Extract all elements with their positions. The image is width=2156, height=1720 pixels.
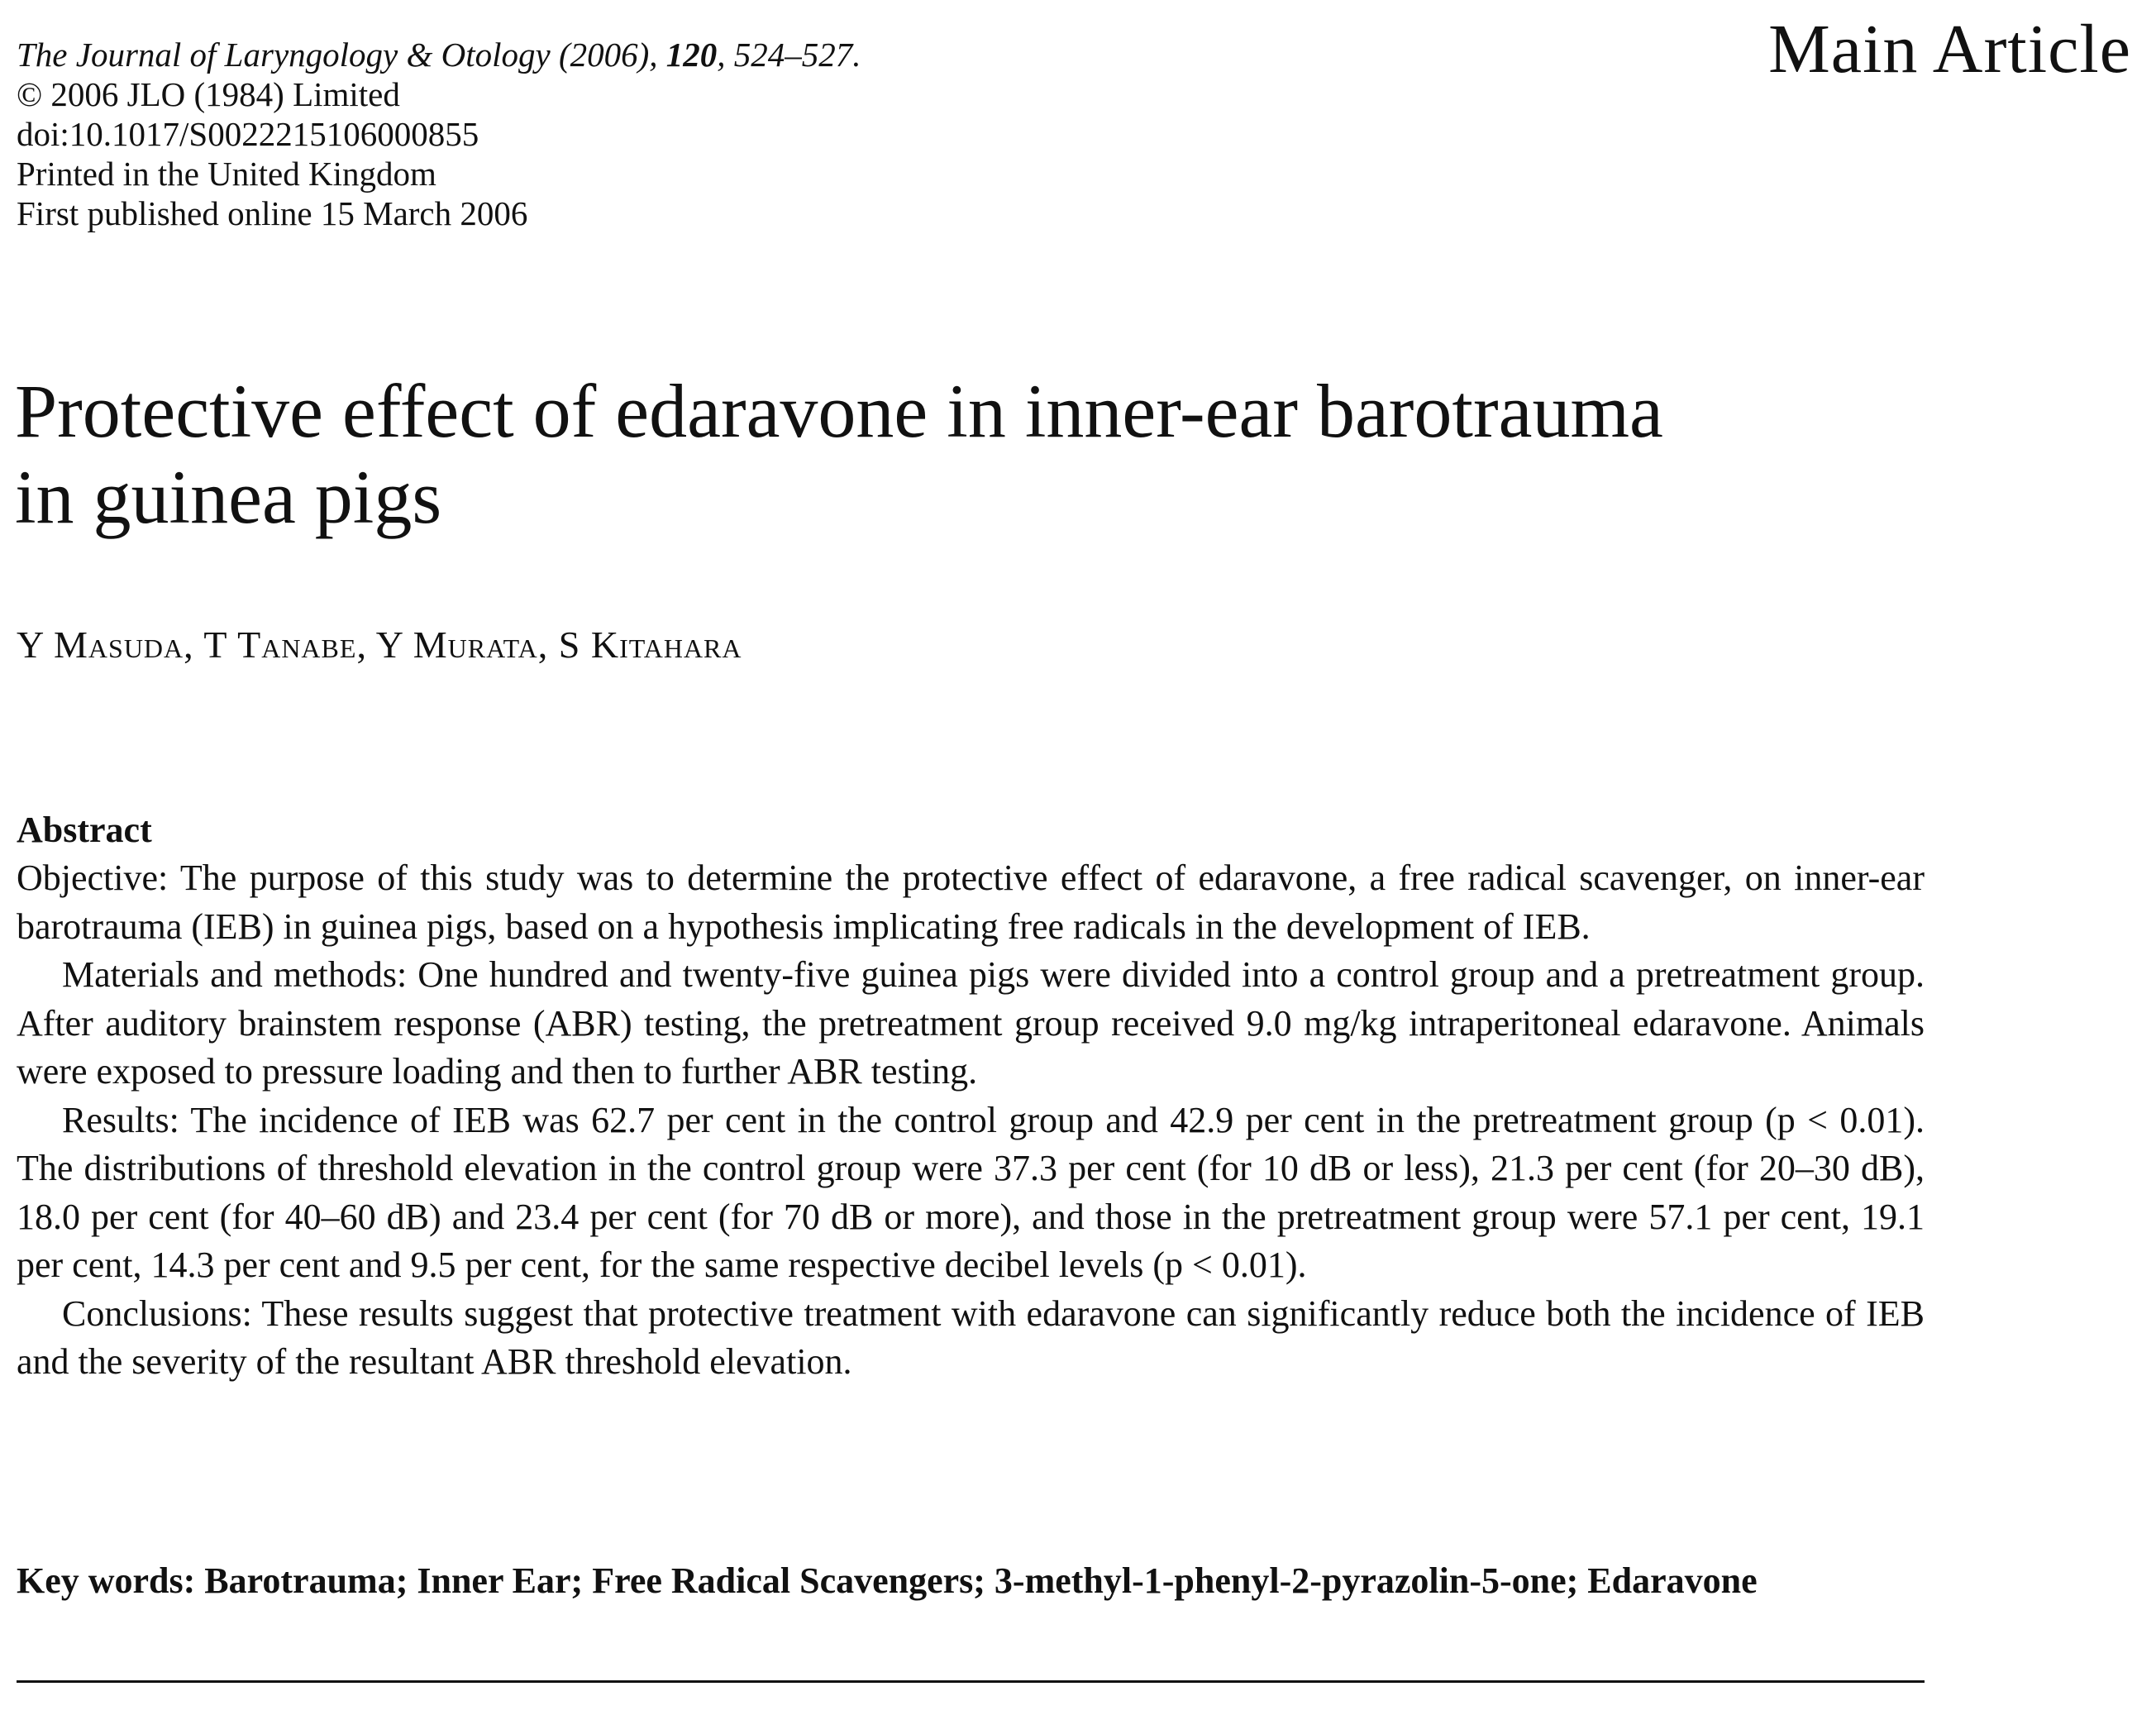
abstract-conclusions: Conclusions: These results suggest that protective treatment with edaravone can significantly reduce both the incidence of IEB and the severity of the resultant ABR threshold elevation. (17, 1292, 1925, 1382)
abstract-heading: Abstract (17, 810, 152, 850)
author-initial: Y (375, 624, 403, 666)
copyright-line: © 2006 JLO (1984) Limited (17, 75, 400, 113)
journal-citation-prefix: The Journal of Laryngology & Otology (2006), (17, 36, 666, 74)
journal-masthead (17, 35, 861, 233)
printed-line: Printed in the United Kingdom (17, 155, 436, 193)
author-surname: Masuda (54, 624, 184, 666)
section-label: Main Article (1768, 11, 2131, 88)
author-surname: Tanabe (237, 624, 357, 666)
abstract-methods: Materials and methods: One hundred and twenty-five guinea pigs were divided into a control group and a pretreatment group. After auditory brainstem response (ABR) testing, the pretreatment group received 9.0 mg/kg intraperitoneal edaravone. Animals were exposed to pressure loading and then to further ABR testing. (17, 954, 1925, 1092)
abstract-section (17, 806, 1925, 1387)
keywords-line: Key words: Barotrauma; Inner Ear; Free Radical Scavengers; 3-methyl-1-phenyl-2-pyrazolin-5-one; Edaravone (17, 1560, 1758, 1601)
author-surname: Murata (413, 624, 538, 666)
abstract-objective: Objective: The purpose of this study was to determine the protective effect of edaravone, a free radical scavenger, on inner-ear barotrauma (IEB) in guinea pigs, based on a hypothesis implicating free radicals in the development of IEB. (17, 858, 1925, 947)
journal-pages: , 524–527. (717, 36, 861, 74)
journal-citation (17, 35, 861, 74)
section-divider (17, 1680, 1925, 1683)
article-title-line2: in guinea pigs (15, 455, 442, 539)
article-title (15, 368, 1916, 540)
author-surname: Kitahara (590, 624, 742, 666)
journal-volume: 120 (665, 36, 718, 74)
doi-line: doi:10.1017/S0022215106000855 (17, 115, 479, 153)
author-list: Y Masuda, T Tanabe, Y Murata, S Kitahara (17, 624, 742, 666)
abstract-results: Results: The incidence of IEB was 62.7 per cent in the control group and 42.9 per cent in the pretreatment group (p < 0.01). The distributions of threshold elevation in the control group were 37.3 per cent (for 10 dB or less), 21.3 per cent (for 20–30 dB), 18.0 per cent (for 40–60 dB) and 23.4 per cent (for 70 dB or more), and those in the pretreatment group were 57.1 per cent, 19.1 per cent, 14.3 per cent and 9.5 per cent, for the same respective decibel levels (p < 0.01). (17, 1099, 1925, 1285)
author-initial: Y (17, 624, 44, 666)
author-initial: S (558, 624, 581, 666)
published-line: First published online 15 March 2006 (17, 194, 528, 232)
author-initial: T (203, 624, 227, 666)
article-title-line1: Protective effect of edaravone in inner-ear barotrauma (15, 369, 1663, 453)
